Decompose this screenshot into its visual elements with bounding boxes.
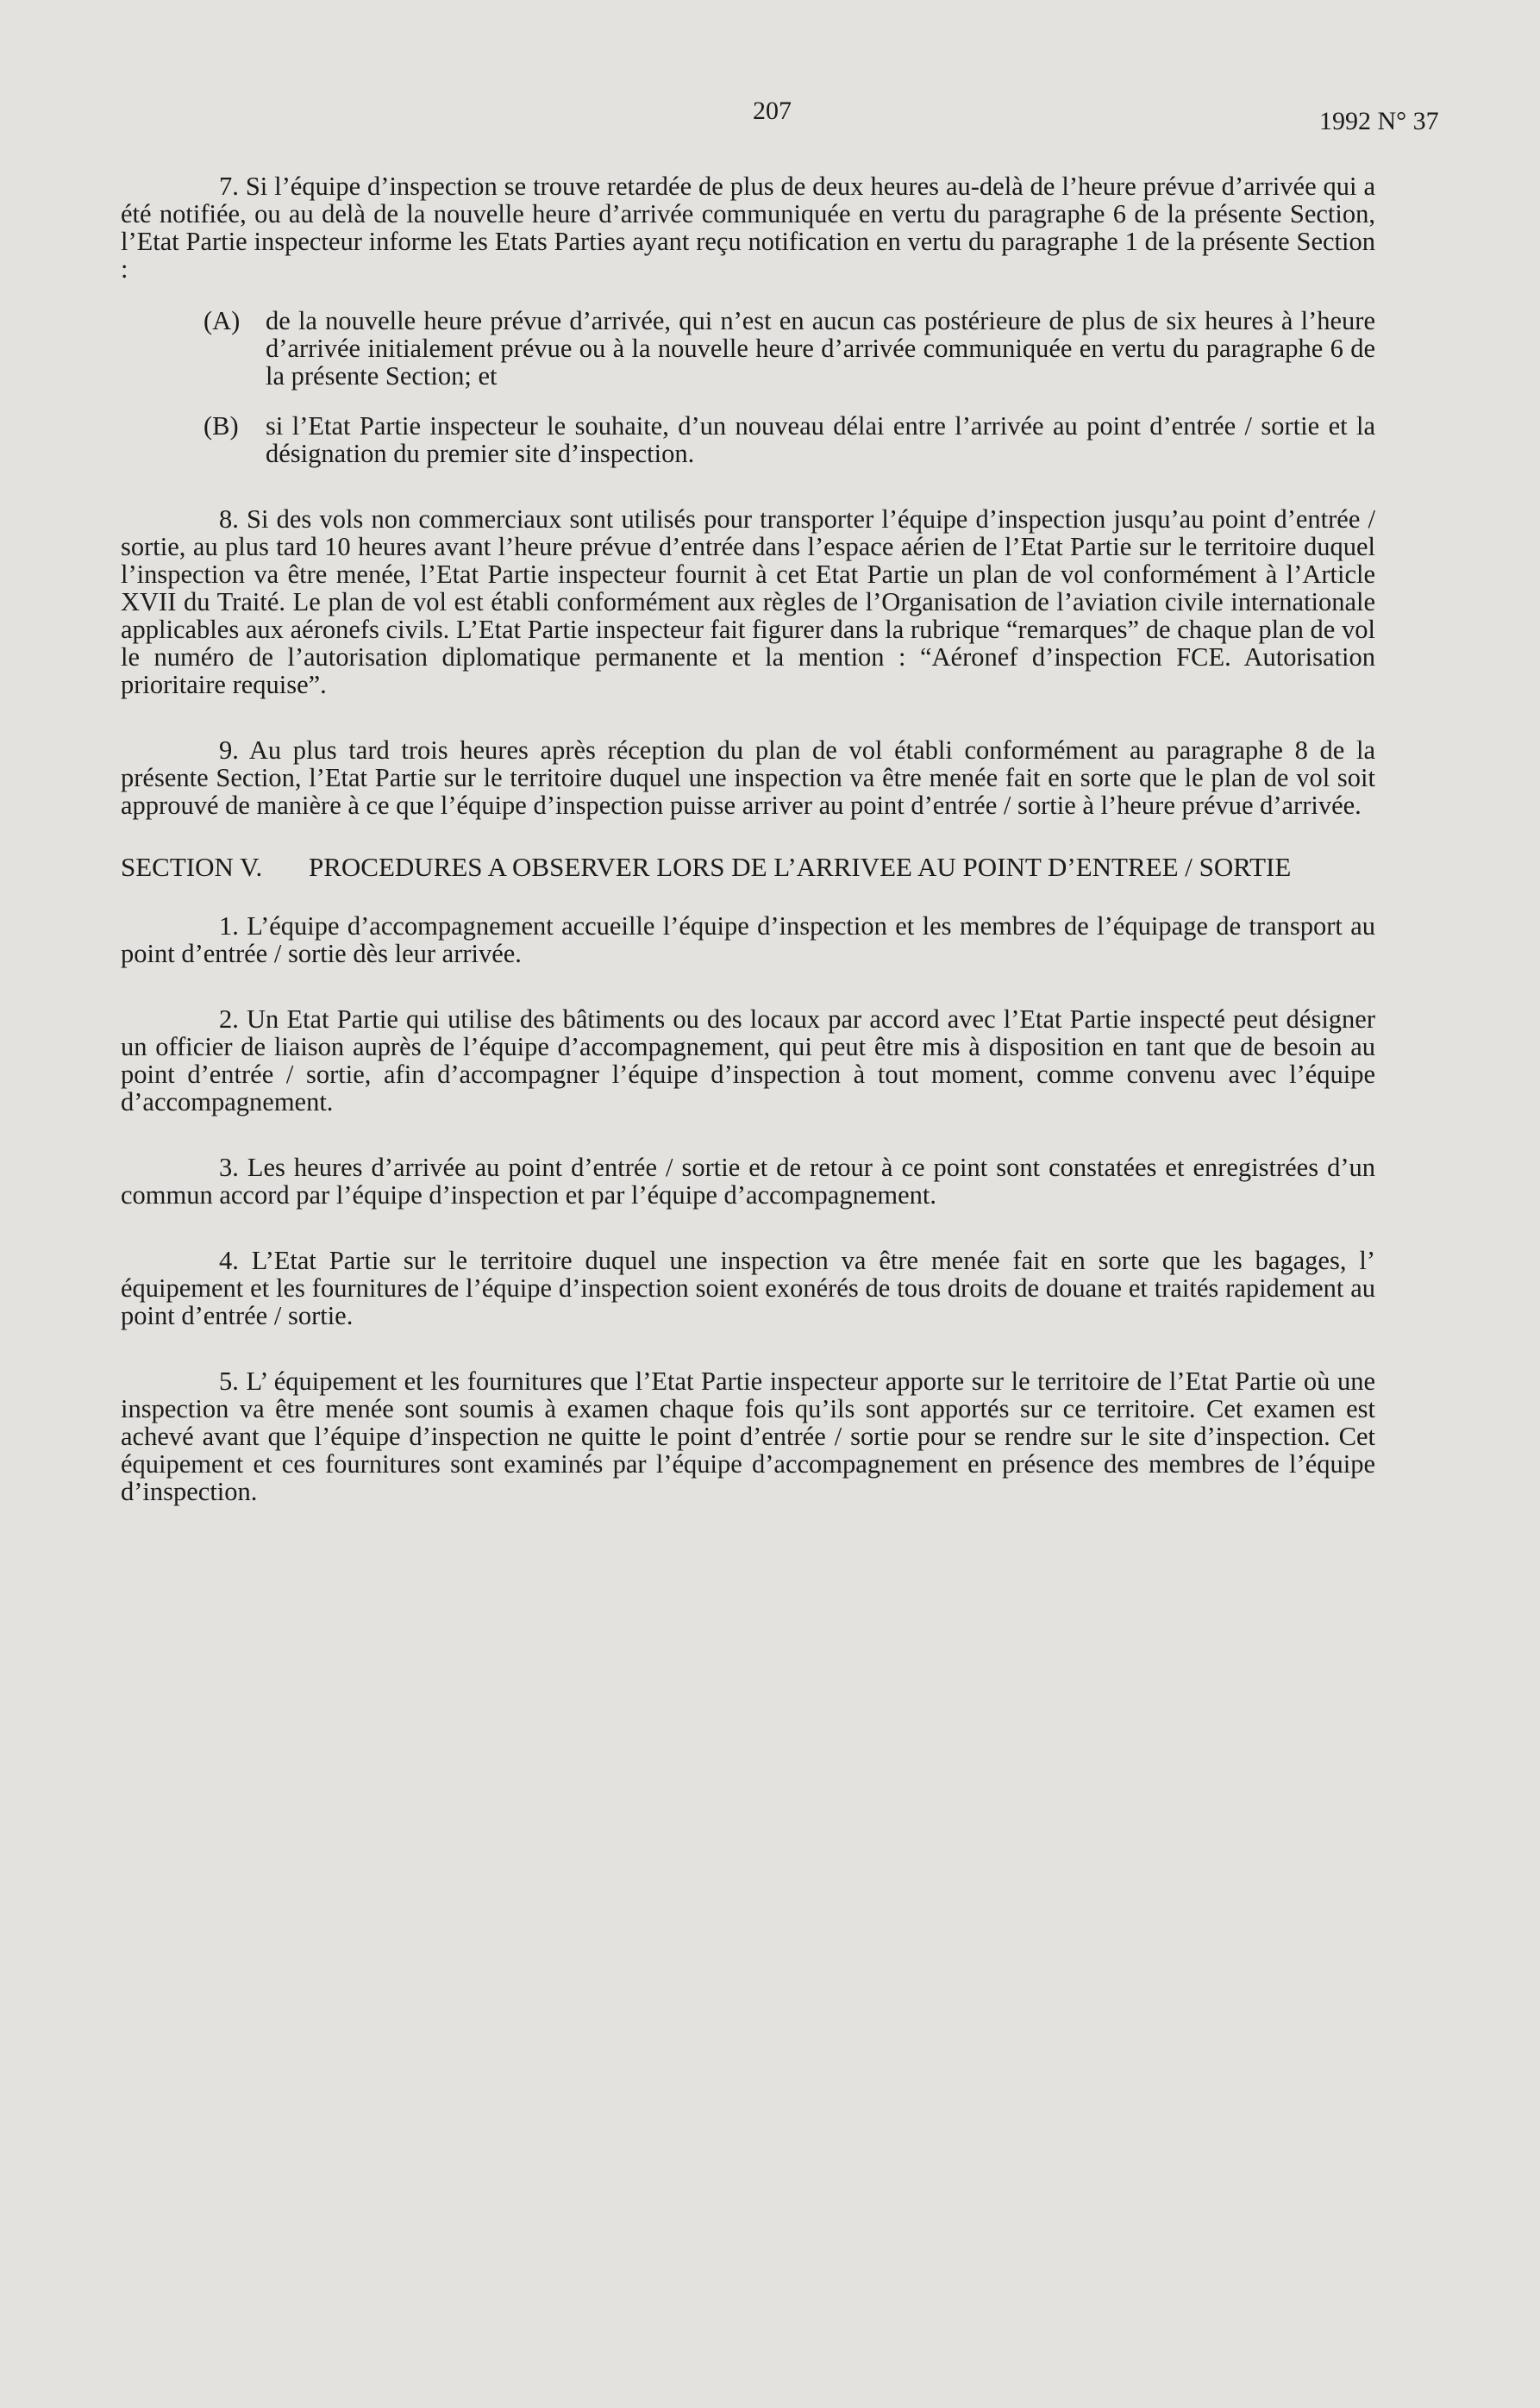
page-number: 207 [753, 97, 792, 125]
document-body [121, 172, 1375, 1529]
paragraph-text: L’Etat Partie sur le territoire duquel une inspection va être menée fait en sorte que les bagages, l’ équipement et les fournitures de l’équipe d’inspection soient exonérés de tous droits de douane et traités rapidement au point d’entrée / sortie. [121, 1246, 1375, 1330]
paragraph-text: Si des vols non commerciaux sont utilisés pour transporter l’équipe d’inspection jusqu’au point d’entrée / sortie, au plus tard 10 heures avant l’heure prévue d’entrée dans l’espace aérien de l’Etat Partie sur le territoire duquel l’inspection va être menée, l’Etat Partie inspecteur fournit à cet Etat Partie un plan de vol conformément à l’Article XVII du Traité. Le plan de vol est établi conformément aux règles de l’Organisation de l’aviation civile internationale applicables aux aéronefs civils. L’Etat Partie inspecteur fait figurer dans la rubrique “remarques” de chaque plan de vol le numéro de l’autorisation diplomatique permanente et la mention : “Aéronef d’inspection FCE. Autorisation prioritaire requise”. [121, 504, 1376, 699]
subparagraph-label: (B) [203, 411, 239, 441]
section-paragraph-5 [121, 1367, 1375, 1505]
subparagraph-label: (A) [203, 306, 241, 335]
paragraph-text: L’ équipement et les fournitures que l’Etat Partie inspecteur apporte sur le territoire de l’Etat Partie où une inspection va être menée sont soumis à examen chaque fois qu’ils sont apportés sur ce territoire. Cet examen est achevé avant que l’équipe d’inspection ne quitte le point d’entrée / sortie pour se rendre sur le site d’inspection. Cet équipement et ces fournitures sont examinés par l’équipe d’accompagnement en présence des membres de l’équipe d’inspection. [121, 1367, 1376, 1506]
paragraph-9 [121, 736, 1375, 819]
subparagraph-b [203, 412, 1375, 467]
paragraph-text: L’équipe d’accompagnement accueille l’équipe d’inspection et les membres de l’équipage de transport au point d’entrée / sortie dès leur arrivée. [121, 911, 1375, 968]
paragraph-number: 9. [219, 735, 239, 765]
paragraph-text: Un Etat Partie qui utilise des bâtiments ou des locaux par accord avec l’Etat Partie inspecté peut désigner un officier de liaison auprès de l’équipe d’accompagnement, qui peut être mis à disposition en tant que de besoin au point d’entrée / sortie, afin d’accompagner l’équipe d’inspection à tout moment, comme convenu avec l’équipe d’accompagnement. [121, 1004, 1376, 1116]
section-heading [121, 854, 1375, 881]
subparagraph-text: de la nouvelle heure prévue d’arrivée, qui n’est en aucun cas postérieure de plus de six heures à l’heure d’arrivée initialement prévue ou à la nouvelle heure d’arrivée communiquée en vertu du paragraphe 6 de la présente Section; et [266, 306, 1375, 391]
paragraph-number: 3. [219, 1153, 239, 1182]
paragraph-text: Au plus tard trois heures après réception du plan de vol établi conformément au paragraphe 8 de la présente Section, l’Etat Partie sur le territoire duquel une inspection va être menée fait en sorte que le plan de vol soit approuvé de manière à ce que l’équipe d’inspection puisse arriver au point d’entrée / sortie à l’heure prévue d’arrivée. [121, 735, 1375, 820]
subparagraph-text: si l’Etat Partie inspecteur le souhaite, d’un nouveau délai entre l’arrivée au point d’entrée / sortie et la désignation du premier site d’inspection. [266, 411, 1375, 468]
paragraph-text: Les heures d’arrivée au point d’entrée / sortie et de retour à ce point sont constatées et enregistrées d’un commun accord par l’équipe d’inspection et par l’équipe d’accompagnement. [121, 1153, 1376, 1210]
paragraph-number: 2. [219, 1004, 239, 1034]
document-reference: 1992 N° 37 [1319, 107, 1439, 135]
paragraph-7 [121, 172, 1375, 283]
section-title: PROCEDURES A OBSERVER LORS DE L’ARRIVEE AU POINT D’ENTREE / SORTIE [309, 852, 1292, 882]
section-paragraph-2 [121, 1005, 1375, 1116]
paragraph-number: 8. [219, 504, 239, 534]
section-number: SECTION V. [121, 852, 263, 882]
paragraph-text: Si l’équipe d’inspection se trouve retardée de plus de deux heures au-delà de l’heure prévue d’arrivée qui a été notifiée, ou au delà de la nouvelle heure d’arrivée communiquée en vertu du paragraphe 6 de la présente Section, l’Etat Partie inspecteur informe les Etats Parties ayant reçu notification en vertu du paragraphe 1 de la présente Section : [121, 172, 1375, 284]
section-paragraph-4 [121, 1247, 1375, 1329]
subparagraph-a [203, 307, 1375, 390]
paragraph-number: 7. [219, 172, 239, 201]
section-paragraph-1 [121, 912, 1375, 967]
section-paragraph-3 [121, 1154, 1375, 1209]
paragraph-number: 5. [219, 1367, 239, 1396]
paragraph-8 [121, 505, 1375, 698]
paragraph-number: 1. [219, 911, 239, 941]
paragraph-number: 4. [219, 1246, 239, 1275]
